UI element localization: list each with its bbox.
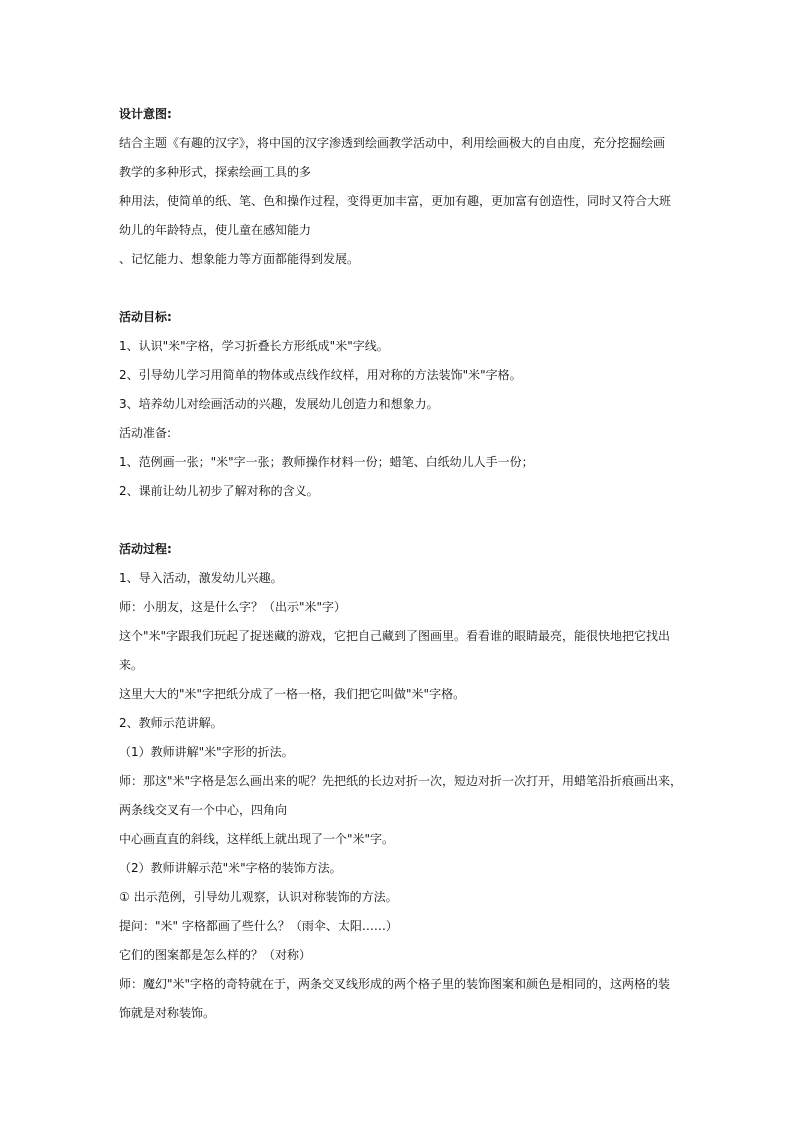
document-body: [119, 100, 683, 1028]
activity-preparation-label: 活动准备:: [119, 426, 172, 440]
activity-goal-line: 1、认识"米"字格，学习折叠长方形纸成"米"字线。: [119, 339, 389, 353]
activity-process-line: （1）教师讲解"米"字形的折法。: [119, 745, 294, 759]
section-spacer: [119, 274, 679, 303]
activity-goal-line: 3、培养幼儿对绘画活动的兴趣，发展幼儿创造力和想象力。: [119, 397, 439, 411]
activity-process-line: 2、教师示范讲解。: [119, 716, 223, 730]
activity-process-line: 来。: [119, 658, 144, 672]
activity-goal-line: 2、引导幼儿学习用简单的物体或点线作纹样，用对称的方法装饰"米"字格。: [119, 368, 522, 382]
activity-process-line: 两条线交叉有一个中心，四角向: [119, 803, 288, 817]
activity-process-line: 这里大大的"米"字把纸分成了一格一格，我们把它叫做"米"字格。: [119, 687, 466, 701]
activity-process-line: （2）教师讲解示范"米"字格的装饰方法。: [119, 861, 342, 875]
activity-preparation-line: 1、范例画一张；"米"字一张；教师操作材料一份；蜡笔、白纸幼儿人手一份；: [119, 455, 534, 469]
activity-preparation-line: 2、课前让幼儿初步了解对称的含义。: [119, 484, 319, 498]
design-intent-line: 种用法，使简单的纸、笔、色和操作过程，变得更加丰富，更加有趣，更加富有创造性，同时又符合大班: [119, 194, 672, 208]
design-intent-line: 结合主题《有趣的汉字》，将中国的汉字渗透到绘画教学活动中，利用绘画极大的自由度，充分挖掘绘画: [119, 136, 666, 150]
design-intent-line: 、记忆能力、想象能力等方面都能得到发展。: [119, 252, 360, 266]
section-spacer: [119, 506, 679, 535]
activity-process-line: 它们的图案都是怎么样的？（对称）: [119, 948, 312, 962]
activity-process-line: 提问："米" 字格都画了些什么？（雨伞、太阳……）: [119, 919, 398, 933]
design-intent-line: 幼儿的年龄特点，使儿童在感知能力: [119, 223, 312, 237]
design-intent-line: 教学的多种形式，探索绘画工具的多: [119, 165, 312, 179]
activity-process-line: 1、导入活动，激发幼儿兴趣。: [119, 571, 283, 585]
activity-process-line: 中心画直直的斜线，这样纸上就出现了一个"米"字。: [119, 832, 395, 846]
activity-goals-heading: 活动目标:: [119, 310, 172, 324]
activity-process-line: 饰就是对称装饰。: [119, 1006, 216, 1020]
activity-process-line: 师：魔幻"米"字格的奇特就在于，两条交叉线形成的两个格子里的装饰图案和颜色是相同的，这两格的装: [119, 977, 671, 991]
activity-process-line: ① 出示范例，引导幼儿观察，认识对称装饰的方法。: [119, 890, 398, 904]
activity-process-line: 这个"米"字跟我们玩起了捉迷藏的游戏，它把自己藏到了图画里。看看谁的眼睛最亮，能很快地把它找出: [119, 629, 671, 643]
design-intent-heading: 设计意图:: [119, 107, 172, 121]
activity-process-heading: 活动过程:: [119, 542, 172, 556]
activity-process-line: 师：小朋友，这是什么字？（出示"米"字）: [119, 600, 347, 614]
activity-process-line: 师：那这"米"字格是怎么画出来的呢？先把纸的长边对折一次，短边对折一次打开，用蜡笔沿折痕画出来，: [119, 774, 683, 788]
